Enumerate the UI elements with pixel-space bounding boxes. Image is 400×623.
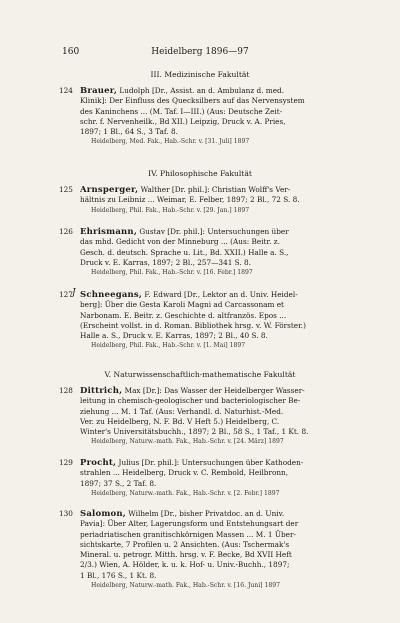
entry-line: 1 Bl., 176 S., 1 Kt. 8. [80,570,157,580]
entry-125 [59,185,342,216]
entry-line: Halle a. S., Druck v. E. Karras, 1897; 2 Bl., 40 S. 8. [80,331,268,341]
entry-128 [59,386,342,448]
entry-line: strahlen ... Heidelberg, Druck v. C. Rembold, Heilbronn, [80,468,289,478]
entry-line: Narbonam. E. Beitr. z. Geschichte d. altfranzös. Epos ... [80,310,287,320]
entry-126 [59,227,342,278]
entry-line: periadriatischen granitischkörnigen Massen ... M. 1 Über- [80,529,296,539]
entry-line: berg]: Über die Gesta Karoli Magni ad Carcassonam et [80,300,284,310]
section-heading-philosophy: IV. Philosophische Fakultät [148,169,252,178]
entry-note: Heidelberg, Naturw.-math. Fak., Hab.-Schr. v. [24. März] 1897 [91,438,284,446]
entry-note: Heidelberg, Phil. Fak., Hab.-Schr. v. [16. Febr.] 1897 [91,269,253,277]
entry-number: 125 [59,185,73,194]
author-name: Ehrismann, [80,227,137,237]
entry-line: Procht, Julius [Dr. phil.]: Untersuchungen über Kathoden- [80,458,304,468]
entry-line: sichtskarte, 7 Profilen u. 2 Ansichten. (Aus: Tschermak's [80,539,290,549]
entry-line: 2/3.) Wien, A. Hölder, k. u. k. Hof- u. Univ.-Buchh., 1897; [80,560,290,570]
author-name: Salomon, [80,509,126,519]
entry-line: Ehrismann, Gustav [Dr. phil.]: Untersuchungen über [80,227,289,237]
entry-note: Heidelberg, Phil. Fak., Hab.-Schr. v. [29. Jan.] 1897 [91,206,250,214]
entry-line: Klinik]: Der Einfluss des Quecksilbers auf das Nervensystem [80,96,305,106]
author-name: Dittrich, [80,386,123,396]
entry-line: Gesch. d. deutsch. Sprache u. Lit., Bd. XXII.) Halle a. S., [80,247,289,257]
entry-note: Heidelberg, Phil. Fak., Hab.-Schr. v. [1. Mai] 1897 [91,342,246,350]
entry-number: 129 [59,458,73,467]
entry-number: 130 [59,509,73,518]
entry-127 [59,288,342,352]
entry-number: 124 [59,86,73,95]
entry-number: 126 [59,227,73,236]
page-number: 160 [62,47,80,57]
entry-note: Heidelberg, Med. Fak., Hab.-Schr. v. [31. Juli] 1897 [91,138,250,146]
entry-line: Schneegans, F. Edward [Dr., Lektor an d. Univ. Heidel- [80,290,298,300]
entry-number: 127 [59,290,73,299]
entry-line: (Erscheint vollst. in d. Roman. Bibliothek hrsg. v. W. Förster.) [80,320,306,330]
entry-line: ziehung ... M. 1 Taf. (Aus: Verhandl. d. Naturhist.-Med. [80,406,284,416]
entry-line: 1897; 1 Bl., 64 S., 3 Taf. 8. [80,127,178,137]
entry-line: Winter's Universitätsbuchh., 1897; 2 Bl., 58 S., 1 Taf., 1 Kt. 8. [80,427,309,437]
entry-line: Brauer, Ludolph [Dr., Assist. an d. Ambulanz d. med. [80,86,285,96]
entry-124 [59,86,342,148]
section-heading-natural-sciences: V. Naturwissenschaftlich-mathematische Fakultät [104,370,296,379]
entry-line: das mhd. Gedicht von der Minneburg ... (Aus: Beitr. z. [80,237,280,247]
page-header [0,47,400,61]
running-title: Heidelberg 1896—97 [151,47,249,57]
entry-line: Mineral. u. petrogr. Mitth. hrsg. v. F. Becke, Bd XVII Heft [80,550,292,560]
entry-line: Salomon, Wilhelm [Dr., bisher Privatdoc. an d. Univ. [80,509,285,519]
entry-line: des Kaninchens ... (M. Taf. I—III.) (Aus: Deutsche Zeit- [80,106,283,116]
entry-line: Druck v. E. Karras, 1897; 2 Bl., 257—341 S. 8. [80,257,252,267]
entry-line: Pavia]: Über Alter, Lagerungsform und Entstehungsart der [80,519,299,529]
author-name: Arnsperger, [80,185,139,195]
author-name: Brauer, [80,86,117,96]
section-heading-medicine: III. Medizinische Fakultät [150,70,250,79]
entry-number: 128 [59,386,73,395]
entry-130 [59,509,342,591]
margin-mark: J [72,288,76,298]
entry-note: Heidelberg, Naturw.-math. Fak., Hab.-Schr. v. [2. Febr.] 1897 [91,489,280,497]
entry-129 [59,458,342,499]
entry-line: hältnis zu Leibniz ... Weimar, E. Felber, 1897; 2 Bl., 72 S. 8. [80,195,300,205]
author-name: Procht, [80,458,117,468]
entry-line: Arnsperger, Walther [Dr. phil.]: Christian Wolff's Ver- [80,185,291,195]
author-name: Schneegans, [80,290,143,300]
entry-note: Heidelberg, Naturw.-math. Fak., Hab.-Schr. v. [16. Juni] 1897 [91,582,281,590]
entry-line: schr. f. Nervenheilk., Bd XII.) Leipzig, Druck v. A. Pries, [80,116,286,126]
entry-line: 1897; 37 S., 2 Taf. 8. [80,478,157,488]
entry-line: Ver. zu Heidelberg, N. F. Bd. V Heft 5.) Heidelberg, C. [80,416,280,426]
entry-line: leitung in chemisch-geologischer und bacteriologischer Be- [80,396,301,406]
entry-line: Dittrich, Max [Dr.]: Das Wasser der Heidelberger Wasser- [80,386,305,396]
